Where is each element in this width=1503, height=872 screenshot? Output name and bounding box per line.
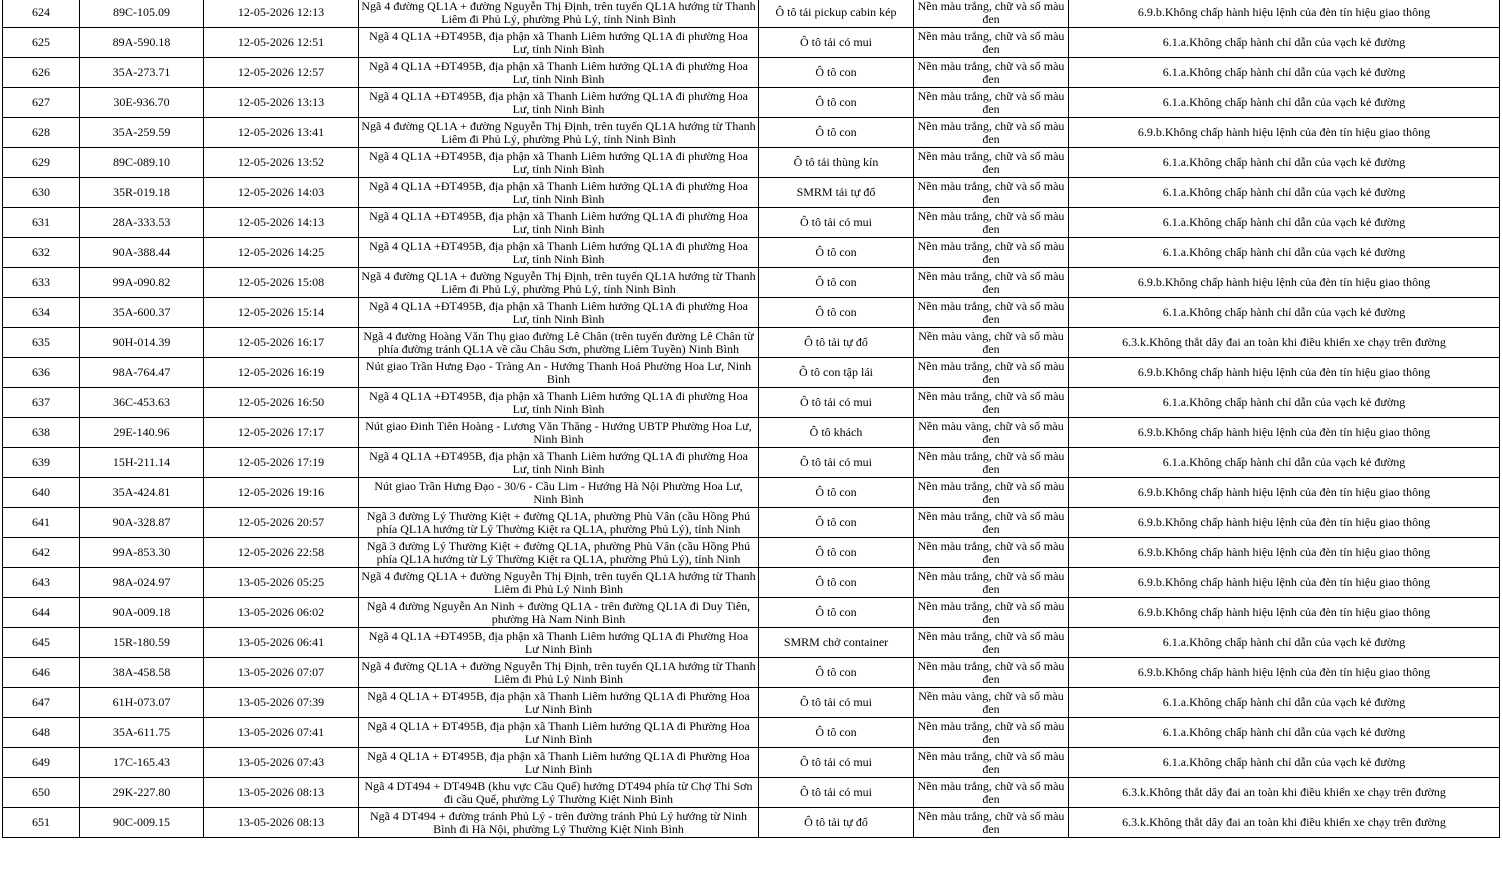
plate-color-cell: Nền màu vàng, chữ và số màu đen xyxy=(914,688,1069,718)
violation-location-cell: Ngã 4 QL1A +ĐT495B, địa phận xã Thanh Liêm hướng QL1A đi phường Hoa Lư, tỉnh Ninh Bình xyxy=(359,298,759,328)
plate-color-cell: Nền màu trắng, chữ và số màu đen xyxy=(914,28,1069,58)
violation-description-cell: 6.1.a.Không chấp hành chỉ dẫn của vạch kẻ đường xyxy=(1069,178,1500,208)
plate-color-cell: Nền màu trắng, chữ và số màu đen xyxy=(914,508,1069,538)
violation-description-cell: 6.9.b.Không chấp hành hiệu lệnh của đèn tín hiệu giao thông xyxy=(1069,598,1500,628)
violation-location-cell: Ngã 4 QL1A +ĐT495B, địa phận xã Thanh Liêm hướng QL1A đi phường Hoa Lư, tỉnh Ninh Bình xyxy=(359,238,759,268)
table-row xyxy=(3,508,1500,538)
vehicle-type-cell: Ô tô con xyxy=(759,508,914,538)
table-row xyxy=(3,0,1500,28)
violation-time-cell: 12-05-2026 15:08 xyxy=(204,268,359,298)
vehicle-type-cell: Ô tô tải có mui xyxy=(759,208,914,238)
row-number-cell: 632 xyxy=(3,238,80,268)
row-number-cell: 647 xyxy=(3,688,80,718)
license-plate-cell: 90A-328.87 xyxy=(80,508,204,538)
row-number-cell: 651 xyxy=(3,808,80,838)
row-number-cell: 649 xyxy=(3,748,80,778)
violation-location-cell: Ngã 4 QL1A +ĐT495B, địa phận xã Thanh Liêm hướng QL1A đi Phường Hoa Lư Ninh Bình xyxy=(359,628,759,658)
violation-time-cell: 13-05-2026 07:07 xyxy=(204,658,359,688)
vehicle-type-cell: Ô tô con xyxy=(759,88,914,118)
violation-description-cell: 6.9.b.Không chấp hành hiệu lệnh của đèn tín hiệu giao thông xyxy=(1069,568,1500,598)
violation-location-cell: Ngã 4 đường QL1A + đường Nguyễn Thị Định, trên tuyến QL1A hướng từ Thanh Liêm đi Phủ Lý, phường Phủ Lý, tỉnh Ninh Bình xyxy=(359,0,759,28)
license-plate-cell: 38A-458.58 xyxy=(80,658,204,688)
table-row xyxy=(3,778,1500,808)
vehicle-type-cell: Ô tô con xyxy=(759,598,914,628)
violation-time-cell: 13-05-2026 07:43 xyxy=(204,748,359,778)
license-plate-cell: 90A-388.44 xyxy=(80,238,204,268)
vehicle-type-cell: Ô tô tải có mui xyxy=(759,748,914,778)
violation-location-cell: Ngã 4 đường QL1A + đường Nguyễn Thị Định, trên tuyến QL1A hướng từ Thanh Liêm đi Phủ Lý Ninh Bình xyxy=(359,568,759,598)
row-number-cell: 638 xyxy=(3,418,80,448)
violation-time-cell: 12-05-2026 19:16 xyxy=(204,478,359,508)
violation-description-cell: 6.9.b.Không chấp hành hiệu lệnh của đèn tín hiệu giao thông xyxy=(1069,358,1500,388)
row-number-cell: 627 xyxy=(3,88,80,118)
license-plate-cell: 98A-764.47 xyxy=(80,358,204,388)
license-plate-cell: 35A-611.75 xyxy=(80,718,204,748)
vehicle-type-cell: Ô tô tải có mui xyxy=(759,448,914,478)
table-row xyxy=(3,418,1500,448)
violation-time-cell: 13-05-2026 08:13 xyxy=(204,808,359,838)
table-row xyxy=(3,268,1500,298)
violation-location-cell: Ngã 4 QL1A +ĐT495B, địa phận xã Thanh Liêm hướng QL1A đi phường Hoa Lư, tỉnh Ninh Bình xyxy=(359,388,759,418)
violation-description-cell: 6.9.b.Không chấp hành hiệu lệnh của đèn tín hiệu giao thông xyxy=(1069,418,1500,448)
violation-time-cell: 12-05-2026 13:41 xyxy=(204,118,359,148)
table-row xyxy=(3,88,1500,118)
license-plate-cell: 98A-024.97 xyxy=(80,568,204,598)
row-number-cell: 648 xyxy=(3,718,80,748)
violation-description-cell: 6.9.b.Không chấp hành hiệu lệnh của đèn tín hiệu giao thông xyxy=(1069,538,1500,568)
violation-time-cell: 12-05-2026 13:13 xyxy=(204,88,359,118)
violation-description-cell: 6.9.b.Không chấp hành hiệu lệnh của đèn tín hiệu giao thông xyxy=(1069,658,1500,688)
table-row xyxy=(3,478,1500,508)
row-number-cell: 624 xyxy=(3,0,80,28)
violation-description-cell: 6.9.b.Không chấp hành hiệu lệnh của đèn tín hiệu giao thông xyxy=(1069,508,1500,538)
vehicle-type-cell: Ô tô con xyxy=(759,118,914,148)
violation-location-cell: Ngã 4 QL1A +ĐT495B, địa phận xã Thanh Liêm hướng QL1A đi phường Hoa Lư, tỉnh Ninh Bình xyxy=(359,58,759,88)
vehicle-type-cell: Ô tô con xyxy=(759,238,914,268)
row-number-cell: 641 xyxy=(3,508,80,538)
license-plate-cell: 35A-600.37 xyxy=(80,298,204,328)
violation-time-cell: 13-05-2026 07:41 xyxy=(204,718,359,748)
violation-location-cell: Ngã 4 QL1A +ĐT495B, địa phận xã Thanh Liêm hướng QL1A đi phường Hoa Lư, tỉnh Ninh Bình xyxy=(359,178,759,208)
violation-location-cell: Nút giao Trần Hưng Đạo - 30/6 - Cầu Lim - Hướng Hà Nội Phường Hoa Lư, Ninh Bình xyxy=(359,478,759,508)
violation-description-cell: 6.1.a.Không chấp hành chỉ dẫn của vạch kẻ đường xyxy=(1069,148,1500,178)
table-row xyxy=(3,448,1500,478)
table-row xyxy=(3,118,1500,148)
violation-description-cell: 6.1.a.Không chấp hành chỉ dẫn của vạch kẻ đường xyxy=(1069,238,1500,268)
violation-time-cell: 12-05-2026 22:58 xyxy=(204,538,359,568)
vehicle-type-cell: Ô tô con xyxy=(759,658,914,688)
license-plate-cell: 90H-014.39 xyxy=(80,328,204,358)
table-row xyxy=(3,688,1500,718)
table-row xyxy=(3,328,1500,358)
table-row xyxy=(3,808,1500,838)
violation-description-cell: 6.3.k.Không thắt dây đai an toàn khi điều khiển xe chạy trên đường xyxy=(1069,808,1500,838)
plate-color-cell: Nền màu trắng, chữ và số màu đen xyxy=(914,238,1069,268)
violation-time-cell: 12-05-2026 14:03 xyxy=(204,178,359,208)
table-row xyxy=(3,598,1500,628)
plate-color-cell: Nền màu trắng, chữ và số màu đen xyxy=(914,0,1069,28)
violation-description-cell: 6.1.a.Không chấp hành chỉ dẫn của vạch kẻ đường xyxy=(1069,688,1500,718)
violation-time-cell: 12-05-2026 13:52 xyxy=(204,148,359,178)
violation-time-cell: 12-05-2026 15:14 xyxy=(204,298,359,328)
license-plate-cell: 30E-936.70 xyxy=(80,88,204,118)
table-row xyxy=(3,148,1500,178)
table-row xyxy=(3,298,1500,328)
violation-description-cell: 6.1.a.Không chấp hành chỉ dẫn của vạch kẻ đường xyxy=(1069,88,1500,118)
plate-color-cell: Nền màu trắng, chữ và số màu đen xyxy=(914,658,1069,688)
violation-description-cell: 6.9.b.Không chấp hành hiệu lệnh của đèn tín hiệu giao thông xyxy=(1069,478,1500,508)
plate-color-cell: Nền màu trắng, chữ và số màu đen xyxy=(914,148,1069,178)
violation-description-cell: 6.3.k.Không thắt dây đai an toàn khi điều khiển xe chạy trên đường xyxy=(1069,328,1500,358)
plate-color-cell: Nền màu trắng, chữ và số màu đen xyxy=(914,778,1069,808)
violation-location-cell: Nút giao Trần Hưng Đạo - Tràng An - Hướng Thanh Hoá Phường Hoa Lư, Ninh Bình xyxy=(359,358,759,388)
vehicle-type-cell: Ô tô tải tự đổ xyxy=(759,808,914,838)
vehicle-type-cell: SMRM tải tự đổ xyxy=(759,178,914,208)
row-number-cell: 626 xyxy=(3,58,80,88)
row-number-cell: 633 xyxy=(3,268,80,298)
violation-time-cell: 12-05-2026 12:51 xyxy=(204,28,359,58)
row-number-cell: 650 xyxy=(3,778,80,808)
vehicle-type-cell: Ô tô con xyxy=(759,268,914,298)
violation-location-cell: Ngã 4 đường QL1A + đường Nguyễn Thị Định, trên tuyến QL1A hướng từ Thanh Liêm đi Phủ Lý, phường Phủ Lý, tỉnh Ninh Bình xyxy=(359,118,759,148)
vehicle-type-cell: SMRM chở container xyxy=(759,628,914,658)
violation-location-cell: Ngã 4 đường Hoàng Văn Thụ giao đường Lê Chân (trên tuyến đường Lê Chân từ phía đường tránh QL1A về cầu Châu Sơn, phường Liêm Tuyền) Ninh Bình xyxy=(359,328,759,358)
vehicle-type-cell: Ô tô con xyxy=(759,568,914,598)
violation-description-cell: 6.1.a.Không chấp hành chỉ dẫn của vạch kẻ đường xyxy=(1069,28,1500,58)
license-plate-cell: 89C-105.09 xyxy=(80,0,204,28)
violation-location-cell: Ngã 4 đường QL1A + đường Nguyễn Thị Định, trên tuyến QL1A hướng từ Thanh Liêm đi Phủ Lý Ninh Bình xyxy=(359,658,759,688)
violation-description-cell: 6.1.a.Không chấp hành chỉ dẫn của vạch kẻ đường xyxy=(1069,208,1500,238)
violation-description-cell: 6.1.a.Không chấp hành chỉ dẫn của vạch kẻ đường xyxy=(1069,298,1500,328)
violation-location-cell: Ngã 3 đường Lý Thường Kiệt + đường QL1A, phường Phù Vân (cầu Hồng Phú phía QL1A hướng từ Lý Thường Kiệt ra QL1A, phường Phủ Lý), tỉnh Ninh xyxy=(359,508,759,538)
violation-location-cell: Ngã 4 QL1A +ĐT495B, địa phận xã Thanh Liêm hướng QL1A đi phường Hoa Lư, tỉnh Ninh Bình xyxy=(359,148,759,178)
violation-description-cell: 6.9.b.Không chấp hành hiệu lệnh của đèn tín hiệu giao thông xyxy=(1069,118,1500,148)
row-number-cell: 646 xyxy=(3,658,80,688)
plate-color-cell: Nền màu vàng, chữ và số màu đen xyxy=(914,328,1069,358)
row-number-cell: 645 xyxy=(3,628,80,658)
violations-table xyxy=(2,0,1500,838)
plate-color-cell: Nền màu vàng, chữ và số màu đen xyxy=(914,418,1069,448)
table-row xyxy=(3,178,1500,208)
violation-time-cell: 13-05-2026 06:41 xyxy=(204,628,359,658)
vehicle-type-cell: Ô tô con xyxy=(759,298,914,328)
row-number-cell: 635 xyxy=(3,328,80,358)
violation-time-cell: 12-05-2026 16:17 xyxy=(204,328,359,358)
violation-location-cell: Ngã 4 QL1A +ĐT495B, địa phận xã Thanh Liêm hướng QL1A đi phường Hoa Lư, tỉnh Ninh Bình xyxy=(359,28,759,58)
violation-location-cell: Ngã 4 đường QL1A + đường Nguyễn Thị Định, trên tuyến QL1A hướng từ Thanh Liêm đi Phủ Lý, phường Phủ Lý, tỉnh Ninh Bình xyxy=(359,268,759,298)
license-plate-cell: 90A-009.18 xyxy=(80,598,204,628)
table-row xyxy=(3,718,1500,748)
license-plate-cell: 35R-019.18 xyxy=(80,178,204,208)
plate-color-cell: Nền màu trắng, chữ và số màu đen xyxy=(914,598,1069,628)
violation-description-cell: 6.1.a.Không chấp hành chỉ dẫn của vạch kẻ đường xyxy=(1069,448,1500,478)
table-row xyxy=(3,748,1500,778)
plate-color-cell: Nền màu trắng, chữ và số màu đen xyxy=(914,808,1069,838)
vehicle-type-cell: Ô tô tải có mui xyxy=(759,388,914,418)
table-row xyxy=(3,538,1500,568)
plate-color-cell: Nền màu trắng, chữ và số màu đen xyxy=(914,178,1069,208)
violation-time-cell: 12-05-2026 20:57 xyxy=(204,508,359,538)
vehicle-type-cell: Ô tô con xyxy=(759,718,914,748)
license-plate-cell: 90C-009.15 xyxy=(80,808,204,838)
vehicle-type-cell: Ô tô khách xyxy=(759,418,914,448)
plate-color-cell: Nền màu trắng, chữ và số màu đen xyxy=(914,718,1069,748)
violation-location-cell: Ngã 4 DT494 + DT494B (khu vực Cầu Quế) hướng DT494 phía từ Chợ Thi Sơn đi cầu Quế, phường Lý Thường Kiệt Ninh Bình xyxy=(359,778,759,808)
table-row xyxy=(3,568,1500,598)
violation-description-cell: 6.3.k.Không thắt dây đai an toàn khi điều khiển xe chạy trên đường xyxy=(1069,778,1500,808)
license-plate-cell: 89A-590.18 xyxy=(80,28,204,58)
violation-time-cell: 12-05-2026 17:19 xyxy=(204,448,359,478)
violation-time-cell: 13-05-2026 05:25 xyxy=(204,568,359,598)
violation-location-cell: Ngã 4 QL1A + ĐT495B, địa phận xã Thanh Liêm hướng QL1A đi Phường Hoa Lư Ninh Bình xyxy=(359,718,759,748)
license-plate-cell: 61H-073.07 xyxy=(80,688,204,718)
plate-color-cell: Nền màu trắng, chữ và số màu đen xyxy=(914,358,1069,388)
plate-color-cell: Nền màu trắng, chữ và số màu đen xyxy=(914,388,1069,418)
violation-location-cell: Nút giao Đinh Tiên Hoàng - Lương Văn Thăng - Hướng UBTP Phường Hoa Lư, Ninh Bình xyxy=(359,418,759,448)
plate-color-cell: Nền màu trắng, chữ và số màu đen xyxy=(914,118,1069,148)
vehicle-type-cell: Ô tô con xyxy=(759,58,914,88)
table-row xyxy=(3,388,1500,418)
violation-time-cell: 13-05-2026 06:02 xyxy=(204,598,359,628)
license-plate-cell: 28A-333.53 xyxy=(80,208,204,238)
row-number-cell: 640 xyxy=(3,478,80,508)
row-number-cell: 637 xyxy=(3,388,80,418)
violation-description-cell: 6.1.a.Không chấp hành chỉ dẫn của vạch kẻ đường xyxy=(1069,718,1500,748)
vehicle-type-cell: Ô tô tải pickup cabin kép xyxy=(759,0,914,28)
violation-location-cell: Ngã 3 đường Lý Thường Kiệt + đường QL1A, phường Phù Vân (cầu Hồng Phú phía QL1A hướng từ Lý Thường Kiệt ra QL1A, phường Phủ Lý), tỉnh Ninh xyxy=(359,538,759,568)
license-plate-cell: 89C-089.10 xyxy=(80,148,204,178)
violation-description-cell: 6.1.a.Không chấp hành chỉ dẫn của vạch kẻ đường xyxy=(1069,388,1500,418)
violation-time-cell: 12-05-2026 14:25 xyxy=(204,238,359,268)
license-plate-cell: 99A-090.82 xyxy=(80,268,204,298)
violation-description-cell: 6.9.b.Không chấp hành hiệu lệnh của đèn tín hiệu giao thông xyxy=(1069,0,1500,28)
table-body xyxy=(3,0,1500,838)
violation-time-cell: 12-05-2026 17:17 xyxy=(204,418,359,448)
plate-color-cell: Nền màu trắng, chữ và số màu đen xyxy=(914,748,1069,778)
row-number-cell: 628 xyxy=(3,118,80,148)
vehicle-type-cell: Ô tô tải có mui xyxy=(759,778,914,808)
vehicle-type-cell: Ô tô tải tự đổ xyxy=(759,328,914,358)
table-row xyxy=(3,658,1500,688)
vehicle-type-cell: Ô tô con xyxy=(759,478,914,508)
table-row xyxy=(3,58,1500,88)
violation-location-cell: Ngã 4 DT494 + đường tránh Phủ Lý - trên đường tránh Phủ Lý hướng từ Ninh Bình đi Hà Nội, phường Lý Thường Kiệt Ninh Bình xyxy=(359,808,759,838)
violation-description-cell: 6.1.a.Không chấp hành chỉ dẫn của vạch kẻ đường xyxy=(1069,58,1500,88)
license-plate-cell: 29K-227.80 xyxy=(80,778,204,808)
violation-time-cell: 12-05-2026 12:13 xyxy=(204,0,359,28)
license-plate-cell: 15R-180.59 xyxy=(80,628,204,658)
violation-time-cell: 12-05-2026 16:50 xyxy=(204,388,359,418)
violation-time-cell: 12-05-2026 14:13 xyxy=(204,208,359,238)
plate-color-cell: Nền màu trắng, chữ và số màu đen xyxy=(914,628,1069,658)
license-plate-cell: 99A-853.30 xyxy=(80,538,204,568)
plate-color-cell: Nền màu trắng, chữ và số màu đen xyxy=(914,568,1069,598)
license-plate-cell: 35A-424.81 xyxy=(80,478,204,508)
row-number-cell: 630 xyxy=(3,178,80,208)
license-plate-cell: 15H-211.14 xyxy=(80,448,204,478)
row-number-cell: 629 xyxy=(3,148,80,178)
vehicle-type-cell: Ô tô con xyxy=(759,538,914,568)
row-number-cell: 625 xyxy=(3,28,80,58)
plate-color-cell: Nền màu trắng, chữ và số màu đen xyxy=(914,478,1069,508)
row-number-cell: 644 xyxy=(3,598,80,628)
plate-color-cell: Nền màu trắng, chữ và số màu đen xyxy=(914,298,1069,328)
table-row xyxy=(3,28,1500,58)
license-plate-cell: 36C-453.63 xyxy=(80,388,204,418)
table-row xyxy=(3,238,1500,268)
violation-time-cell: 13-05-2026 08:13 xyxy=(204,778,359,808)
row-number-cell: 631 xyxy=(3,208,80,238)
plate-color-cell: Nền màu trắng, chữ và số màu đen xyxy=(914,208,1069,238)
violation-location-cell: Ngã 4 QL1A +ĐT495B, địa phận xã Thanh Liêm hướng QL1A đi phường Hoa Lư, tỉnh Ninh Bình xyxy=(359,208,759,238)
violation-description-cell: 6.9.b.Không chấp hành hiệu lệnh của đèn tín hiệu giao thông xyxy=(1069,268,1500,298)
plate-color-cell: Nền màu trắng, chữ và số màu đen xyxy=(914,448,1069,478)
vehicle-type-cell: Ô tô tải có mui xyxy=(759,28,914,58)
vehicle-type-cell: Ô tô tải có mui xyxy=(759,688,914,718)
violation-location-cell: Ngã 4 đường Nguyễn An Ninh + đường QL1A - trên đường QL1A đi Duy Tiên, phường Hà Nam Ninh Bình xyxy=(359,598,759,628)
violation-time-cell: 13-05-2026 07:39 xyxy=(204,688,359,718)
row-number-cell: 642 xyxy=(3,538,80,568)
table-row xyxy=(3,208,1500,238)
table-row xyxy=(3,628,1500,658)
row-number-cell: 639 xyxy=(3,448,80,478)
row-number-cell: 634 xyxy=(3,298,80,328)
plate-color-cell: Nền màu trắng, chữ và số màu đen xyxy=(914,268,1069,298)
violation-location-cell: Ngã 4 QL1A + ĐT495B, địa phận xã Thanh Liêm hướng QL1A đi Phường Hoa Lư Ninh Bình xyxy=(359,688,759,718)
violation-description-cell: 6.1.a.Không chấp hành chỉ dẫn của vạch kẻ đường xyxy=(1069,628,1500,658)
violation-time-cell: 12-05-2026 12:57 xyxy=(204,58,359,88)
plate-color-cell: Nền màu trắng, chữ và số màu đen xyxy=(914,538,1069,568)
violation-location-cell: Ngã 4 QL1A + ĐT495B, địa phận xã Thanh Liêm hướng QL1A đi Phường Hoa Lư Ninh Bình xyxy=(359,748,759,778)
violation-time-cell: 12-05-2026 16:19 xyxy=(204,358,359,388)
plate-color-cell: Nền màu trắng, chữ và số màu đen xyxy=(914,88,1069,118)
vehicle-type-cell: Ô tô tải thùng kín xyxy=(759,148,914,178)
violation-description-cell: 6.1.a.Không chấp hành chỉ dẫn của vạch kẻ đường xyxy=(1069,748,1500,778)
row-number-cell: 636 xyxy=(3,358,80,388)
row-number-cell: 643 xyxy=(3,568,80,598)
license-plate-cell: 35A-259.59 xyxy=(80,118,204,148)
license-plate-cell: 29E-140.96 xyxy=(80,418,204,448)
table-row xyxy=(3,358,1500,388)
license-plate-cell: 35A-273.71 xyxy=(80,58,204,88)
license-plate-cell: 17C-165.43 xyxy=(80,748,204,778)
plate-color-cell: Nền màu trắng, chữ và số màu đen xyxy=(914,58,1069,88)
violation-location-cell: Ngã 4 QL1A +ĐT495B, địa phận xã Thanh Liêm hướng QL1A đi phường Hoa Lư, tỉnh Ninh Bình xyxy=(359,88,759,118)
violation-location-cell: Ngã 4 QL1A +ĐT495B, địa phận xã Thanh Liêm hướng QL1A đi phường Hoa Lư, tỉnh Ninh Bình xyxy=(359,448,759,478)
vehicle-type-cell: Ô tô con tập lái xyxy=(759,358,914,388)
